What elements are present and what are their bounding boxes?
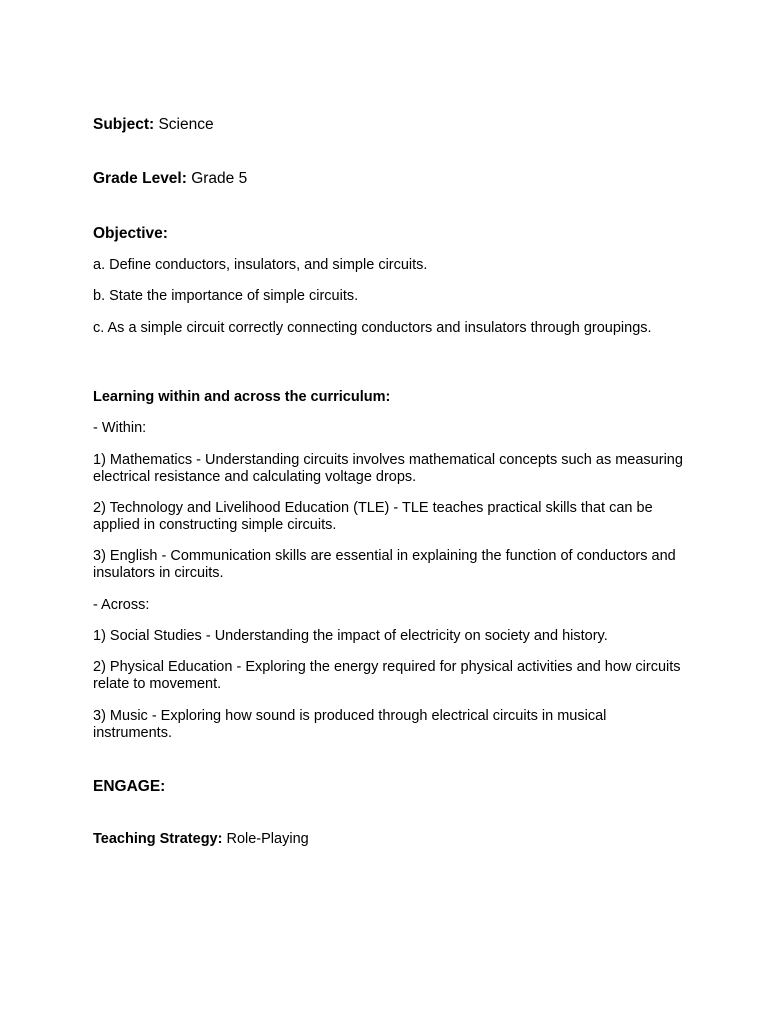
objective-item-a: a. Define conductors, insulators, and simple circuits. — [93, 257, 428, 273]
within-item-english: 3) English - Communication skills are essential in explaining the function of conductors and insulators in circuits. — [93, 548, 676, 581]
across-item-physical-education: 2) Physical Education - Exploring the energy required for physical activities and how circuits relate to movement. — [93, 659, 681, 692]
objective-item-b: b. State the importance of simple circuits. — [93, 288, 359, 304]
engage-heading: ENGAGE: — [93, 778, 166, 795]
within-item-tle: 2) Technology and Livelihood Education (TLE) - TLE teaches practical skills that can be applied in constructing simple circuits. — [93, 500, 653, 533]
teaching-strategy-line — [93, 831, 683, 848]
teaching-strategy-label: Teaching Strategy: — [93, 831, 223, 847]
within-item-mathematics: 1) Mathematics - Understanding circuits involves mathematical concepts such as measuring electrical resistance and calculating voltage drops. — [93, 452, 683, 485]
curriculum-heading: Learning within and across the curriculum: — [93, 389, 391, 405]
teaching-strategy-value: Role-Playing — [226, 831, 309, 847]
within-label: - Within: — [93, 420, 147, 436]
objective-item-c: c. As a simple circuit correctly connecting conductors and insulators through groupings. — [93, 320, 652, 336]
across-item-social-studies: 1) Social Studies - Understanding the impact of electricity on society and history. — [93, 628, 608, 644]
grade-level-value: Grade 5 — [191, 170, 248, 187]
subject-label: Subject: — [93, 116, 155, 133]
across-item-music: 3) Music - Exploring how sound is produced through electrical circuits in musical instruments. — [93, 708, 607, 741]
grade-level-line — [93, 170, 683, 187]
across-label: - Across: — [93, 597, 150, 613]
grade-level-label: Grade Level: — [93, 170, 187, 187]
objective-heading: Objective: — [93, 225, 168, 242]
subject-line — [93, 116, 683, 133]
subject-value: Science — [158, 116, 214, 133]
